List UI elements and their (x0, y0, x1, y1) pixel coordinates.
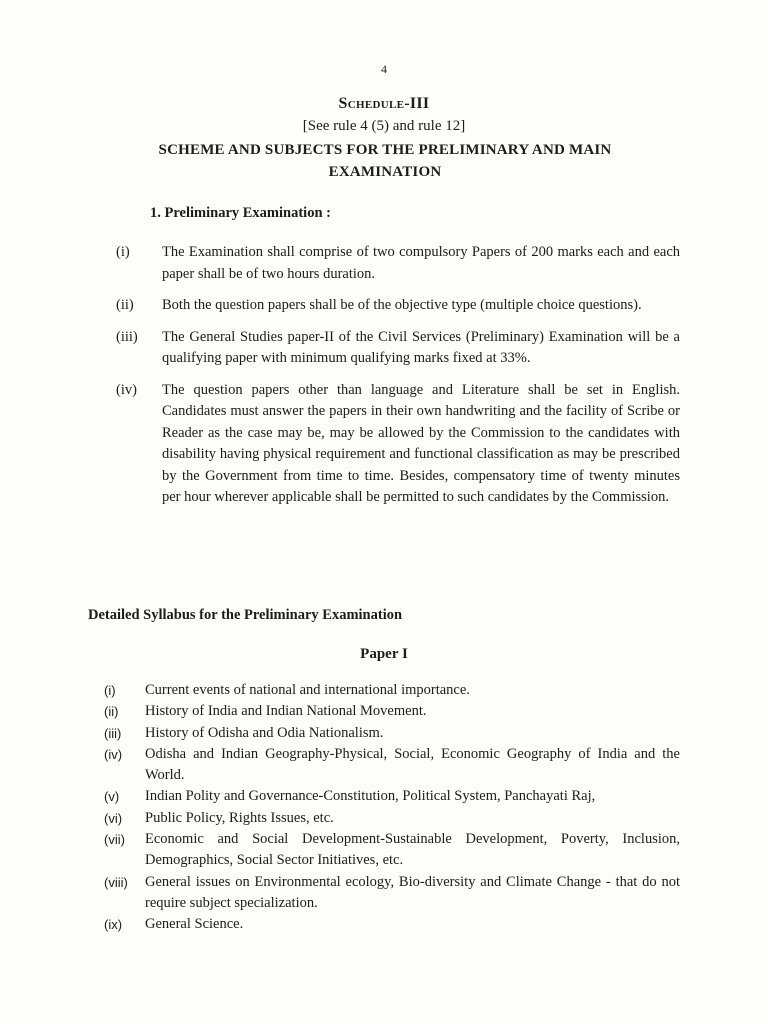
topic-text: Odisha and Indian Geography-Physical, Social, Economic Geography of India and the World. (145, 745, 680, 784)
rule-item (0, 327, 768, 370)
topic-text: General Science. (145, 916, 244, 933)
topic-item (0, 723, 768, 744)
rule-item (0, 242, 768, 285)
topic-marker: (iii) (104, 725, 122, 741)
topic-marker: (viii) (104, 874, 128, 890)
rule-item (0, 295, 768, 317)
rule-item (0, 380, 768, 509)
topic-marker: (ii) (104, 704, 119, 720)
rule-text: The Examination shall comprise of two compulsory Papers of 200 marks each and each paper shall be of two hours duration. (162, 244, 680, 282)
topic-text: Current events of national and international importance. (145, 682, 470, 698)
topic-item (0, 872, 768, 915)
preliminary-heading: 1. Preliminary Examination : (150, 205, 331, 221)
topic-item (0, 680, 768, 701)
rule-marker: (iv) (116, 381, 137, 398)
topic-item (0, 914, 768, 935)
topic-text: General issues on Environmental ecology, Bio-diversity and Climate Change - that do not require subject specialization. (145, 873, 680, 911)
topic-item (0, 786, 768, 807)
rule-text: The question papers other than language and Literature shall be set in English. Candidates must answer the papers in their own handwriting and the facility of Scribe or Reader as the case may be, may be allowed by the Commission to the candidates with disability having physical requirement and functional classification as may be prescribed by the Government from time to time. Besides, compensatory time of twenty minutes per hour wherever applicable shall be permitted to such candidates by the Commission. (162, 381, 680, 505)
schedule-title: Schedule-III (338, 95, 430, 112)
topic-marker: (iv) (104, 746, 123, 762)
page-number: 4 (381, 62, 387, 76)
topic-text: History of Odisha and Odia Nationalism. (145, 724, 384, 741)
rule-marker: (ii) (116, 297, 134, 313)
topic-marker: (vii) (104, 832, 125, 848)
rule-text: The General Studies paper-II of the Civil Services (Preliminary) Examination will be a qualifying paper with minimum qualifying marks fixed at 33%. (162, 328, 680, 366)
syllabus-topics-list (0, 680, 768, 936)
topic-text: History of India and Indian National Movement. (145, 703, 427, 720)
scheme-heading: SCHEME AND SUBJECTS FOR THE PRELIMINARY AND MAIN EXAMINATION (158, 142, 612, 180)
topic-item (0, 701, 768, 722)
rule-text: Both the question papers shall be of the objective type (multiple choice questions). (162, 297, 642, 313)
topic-item (0, 808, 768, 829)
topic-text: Public Policy, Rights Issues, etc. (145, 809, 334, 826)
topic-marker: (vi) (104, 810, 123, 826)
topic-text: Economic and Social Development-Sustainable Development, Poverty, Inclusion, Demographics, Social Sector Initiatives, etc. (145, 831, 680, 869)
rule-marker: (i) (116, 244, 130, 260)
topic-item (0, 829, 768, 872)
schedule-reference: [See rule 4 (5) and rule 12] (302, 118, 466, 134)
syllabus-heading: Detailed Syllabus for the Preliminary Examination (88, 607, 403, 623)
topic-marker: (ix) (104, 917, 123, 933)
preliminary-rules-list (0, 242, 768, 519)
rule-marker: (iii) (116, 328, 138, 345)
topic-marker: (v) (104, 789, 120, 805)
paper-title: Paper I (360, 646, 408, 662)
topic-marker: (i) (104, 683, 116, 698)
topic-item (0, 744, 768, 787)
topic-text: Indian Polity and Governance-Constitution, Political System, Panchayati Raj, (145, 788, 596, 805)
